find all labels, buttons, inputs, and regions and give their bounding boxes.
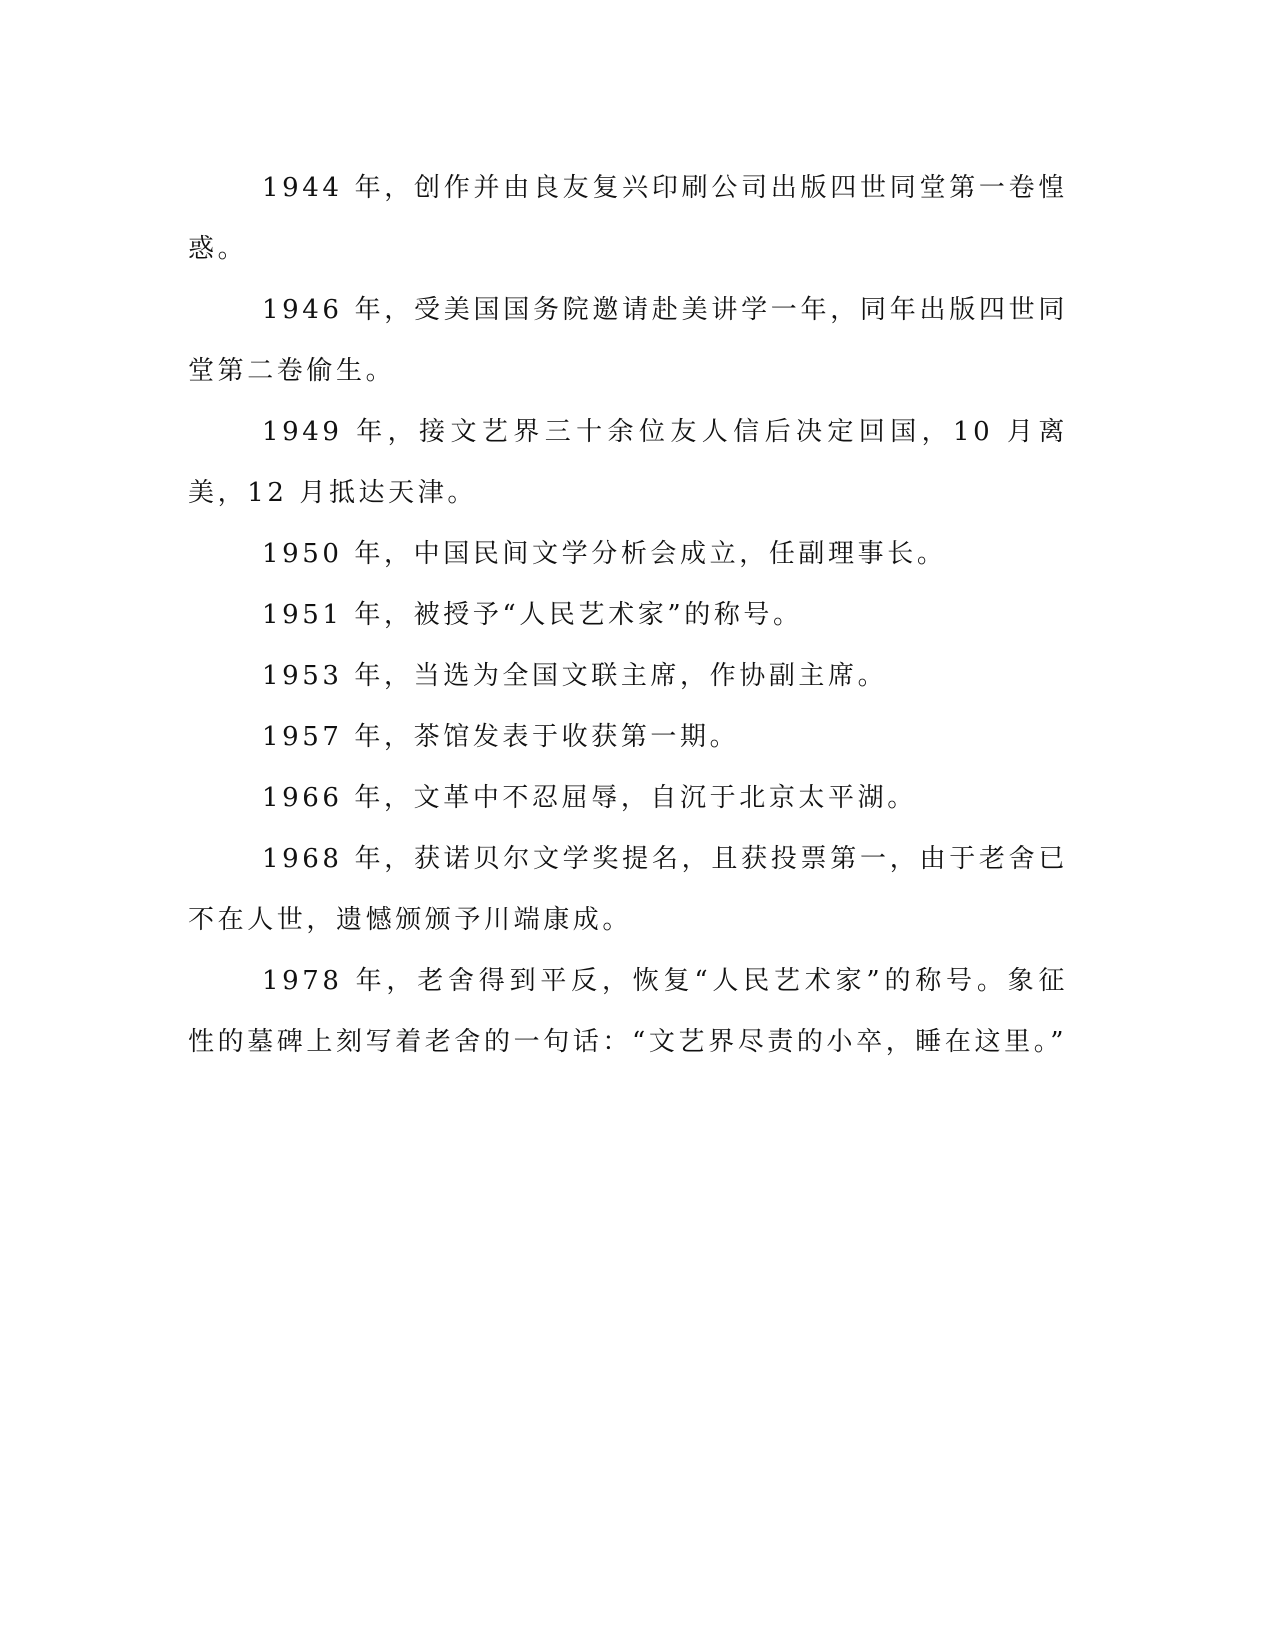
paragraph-1953: 1953 年，当选为全国文联主席，作协副主席。	[262, 661, 888, 691]
document-body	[188, 158, 1068, 1073]
paragraph-1966: 1966 年，文革中不忍屈辱，自沉于北京太平湖。	[262, 783, 917, 813]
paragraph-1944: 1944 年，创作并由良友复兴印刷公司出版四世同堂第一卷惶惑。	[188, 173, 1068, 264]
paragraph-1957: 1957 年，茶馆发表于收获第一期。	[262, 722, 740, 752]
paragraph-1968: 1968 年，获诺贝尔文学奖提名，且获投票第一，由于老舍已不在人世，遗憾颁颁予川端康成。	[188, 844, 1068, 935]
paragraph-1949: 1949 年，接文艺界三十余位友人信后决定回国，10 月离美，12 月抵达天津。	[188, 417, 1068, 508]
paragraph-1946: 1946 年，受美国国务院邀请赴美讲学一年，同年出版四世同堂第二卷偷生。	[188, 295, 1068, 386]
paragraph-1951: 1951 年，被授予“人民艺术家”的称号。	[262, 600, 803, 630]
paragraph-1978: 1978 年，老舍得到平反，恢复“人民艺术家”的称号。象征性的墓碑上刻写着老舍的一句话：“文艺界尽责的小卒，睡在这里。”	[188, 966, 1068, 1057]
paragraph-1950: 1950 年，中国民间文学分析会成立，任副理事长。	[262, 539, 947, 569]
